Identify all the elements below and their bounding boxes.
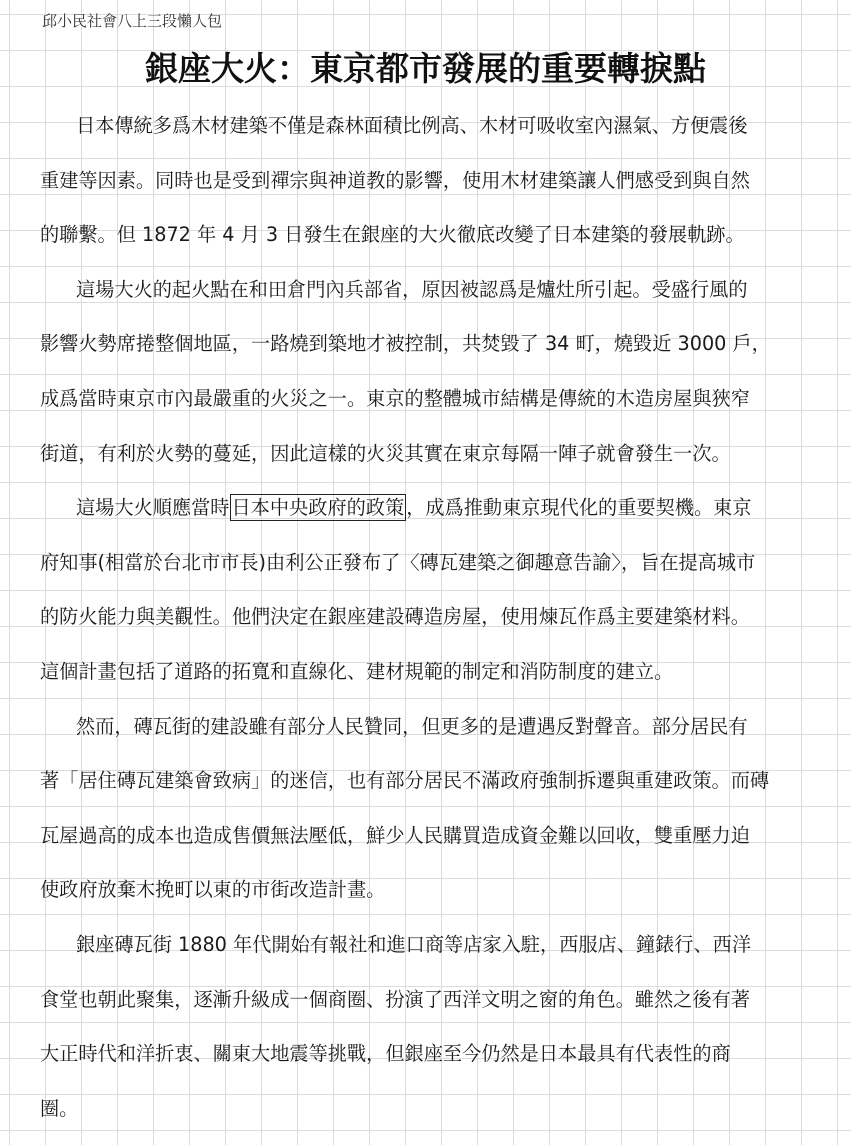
paragraph-line: 然而，磚瓦街的建設雖有部分人民贊同，但更多的是遭遇反對聲音。部分居民有 <box>76 714 748 738</box>
header-label: 邱小民社會八上三段懶人包 <box>42 12 223 30</box>
paragraph-1 <box>40 108 812 272</box>
paragraph-5 <box>40 927 812 1145</box>
paragraph-line: 的防火能力與美觀性。他們決定在銀座建設磚造房屋，使用煉瓦作爲主要建築材料。 <box>40 605 750 629</box>
paragraph-line-with-highlight <box>40 490 812 545</box>
paragraph-line: 銀座磚瓦街 1880 年代開始有報社和進口商等店家入駐，西服店、鐘錶行、西洋 <box>76 932 752 956</box>
paragraph-line: 瓦屋過高的成本也造成售價無法壓低，鮮少人民購買造成資金難以回收，雙重壓力迫 <box>40 823 750 847</box>
paragraph-line: 大正時代和洋折衷、關東大地震等挑戰，但銀座至今仍然是日本最具有代表性的商 <box>40 1042 731 1066</box>
paragraph-line: 日本傳統多爲木材建築不僅是森林面積比例高、木材可吸收室內濕氣、方便震後 <box>76 114 748 137</box>
paragraph-line: 使政府放棄木挽町以東的市街改造計畫。 <box>40 878 386 902</box>
text-before-highlight: 這場大火順應當時 <box>76 496 230 520</box>
paragraph-line: 府知事(相當於台北市市長)由利公正發布了〈磚瓦建築之御趣意告諭〉，旨在提高城市 <box>40 550 756 574</box>
paragraph-2 <box>40 272 812 490</box>
article-body <box>40 108 812 1145</box>
highlighted-phrase-box: 日本中央政府的政策 <box>231 496 405 520</box>
paragraph-3 <box>40 490 812 708</box>
paragraph-4 <box>40 709 812 927</box>
paragraph-line: 重建等因素。同時也是受到禪宗與神道教的影響，使用木材建築讓人們感受到與自然 <box>40 168 750 192</box>
paragraph-line: 圈。 <box>40 1096 79 1120</box>
paragraph-line: 食堂也朝此聚集，逐漸升級成一個商圈、扮演了西洋文明之窗的角色。雖然之後有著 <box>40 987 750 1011</box>
paragraph-line: 這場大火的起火點在和田倉門內兵部省，原因被認爲是爐灶所引起。受盛行風的 <box>76 277 748 301</box>
text-after-highlight: ，成爲推動東京現代化的重要契機。東京 <box>406 496 752 520</box>
page-title: 銀座大火：東京都市發展的重要轉捩點 <box>145 49 706 88</box>
paragraph-line: 的聯繫。但 1872 年 4 月 3 日發生在銀座的大火徹底改變了日本建築的發展軌跡。 <box>40 223 745 247</box>
paragraph-line: 成爲當時東京市內最嚴重的火災之一。東京的整體城市結構是傳統的木造房屋與狹窄 <box>40 386 750 410</box>
paragraph-line: 影響火勢席捲整個地區，一路燒到築地才被控制，共焚毀了 34 町，燒毀近 3000 戶， <box>40 332 771 356</box>
paragraph-line: 著「居住磚瓦建築會致病」的迷信，也有部分居民不滿政府強制拆遷與重建政策。而磚 <box>40 769 770 793</box>
paragraph-line: 街道，有利於火勢的蔓延，因此這樣的火災其實在東京每隔一陣子就會發生一次。 <box>40 441 731 465</box>
paragraph-line: 這個計畫包括了道路的拓寬和直線化、建材規範的制定和消防制度的建立。 <box>40 659 674 683</box>
